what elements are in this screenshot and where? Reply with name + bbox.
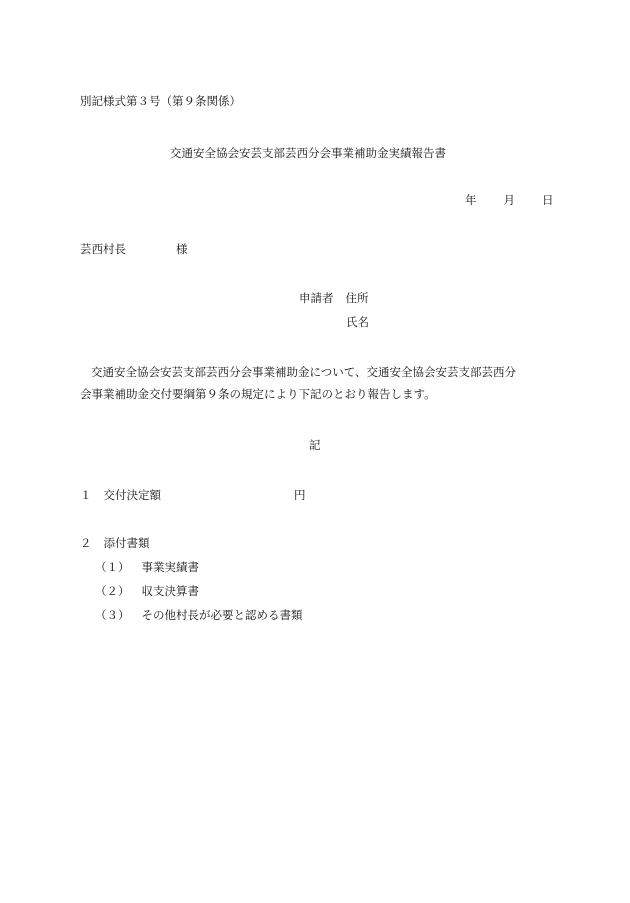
sub-item-3-number: （３） — [95, 608, 130, 622]
sub-item-2 — [95, 583, 199, 599]
sub-item-1-label: 事業実績書 — [141, 560, 199, 574]
document-title: 交通安全協会安芸支部芸西分会事業補助金実績報告書 — [170, 146, 446, 160]
sub-item-3 — [95, 607, 303, 623]
name-label: 氏名 — [346, 315, 369, 329]
applicant-line — [299, 290, 369, 306]
sub-item-1-number: （１） — [95, 560, 130, 574]
item-2 — [80, 535, 150, 551]
day-label: 日 — [542, 193, 554, 207]
body-paragraph — [80, 361, 550, 405]
addressee-name: 芸西村長 — [80, 242, 126, 256]
month-label: 月 — [503, 193, 515, 207]
item-1-label: 交付決定額 — [103, 488, 161, 502]
addressee-line — [80, 241, 188, 257]
body-line-2: 会事業補助金交付要綱第９条の規定により下記のとおり報告します。 — [80, 387, 436, 401]
sub-item-3-label: その他村長が必要と認める書類 — [141, 608, 303, 622]
sub-item-2-label: 収支決算書 — [141, 584, 199, 598]
sub-item-1 — [95, 559, 199, 575]
item-1-unit: 円 — [294, 488, 306, 502]
applicant-label: 申請者 — [299, 291, 334, 305]
item-1 — [80, 487, 306, 503]
sub-item-2-number: （２） — [95, 584, 130, 598]
item-2-number: ２ — [80, 536, 92, 550]
item-1-number: １ — [80, 488, 92, 502]
form-reference: 別記様式第３号（第９条関係） — [80, 94, 241, 108]
address-label: 住所 — [345, 291, 369, 305]
date-line — [465, 192, 554, 208]
body-line-1: 交通安全協会安芸支部芸西分会事業補助金について、交通安全協会安芸支部芸西分 — [91, 365, 517, 379]
item-2-label: 添付書類 — [103, 536, 150, 550]
year-label: 年 — [465, 193, 477, 207]
ki-heading: 記 — [309, 438, 321, 452]
addressee-honorific: 様 — [176, 242, 188, 256]
